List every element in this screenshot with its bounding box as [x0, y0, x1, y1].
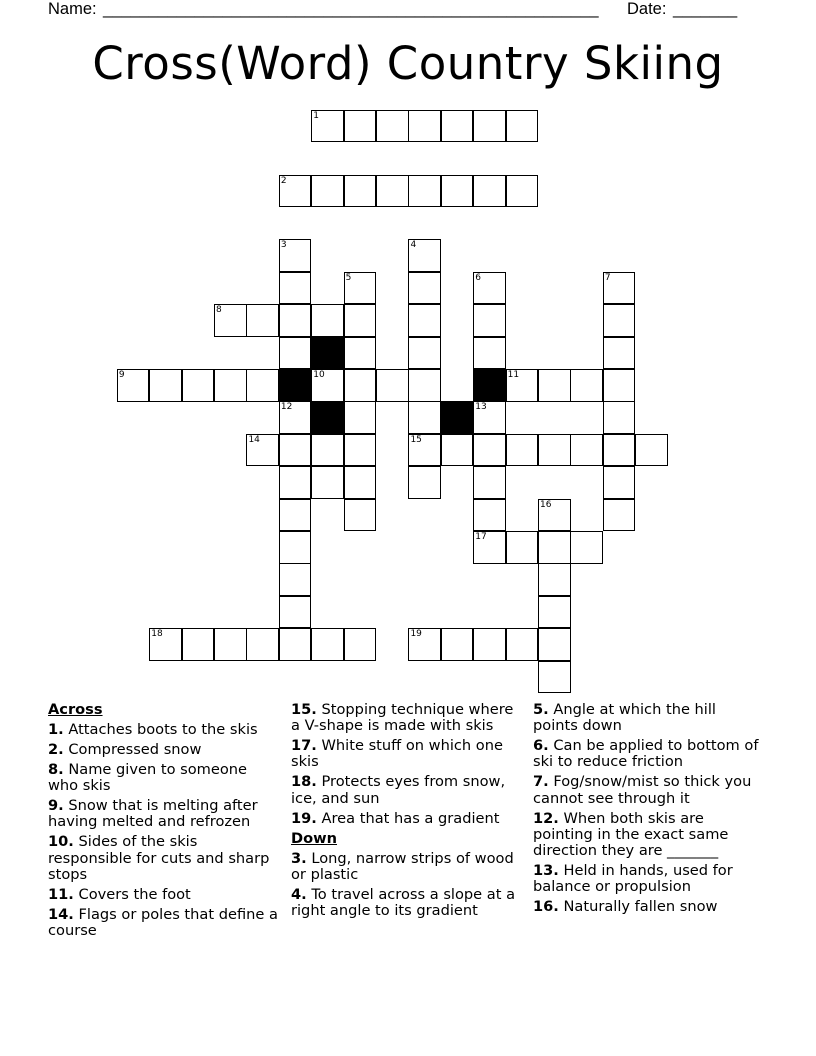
clue-text: Protects eyes from snow, ice, and sun: [291, 773, 506, 807]
grid-cell[interactable]: [279, 531, 312, 564]
grid-cell[interactable]: [473, 499, 506, 532]
date-label: Date:: [627, 0, 667, 18]
grid-cell[interactable]: [279, 434, 312, 467]
clue-column-2: [291, 702, 523, 923]
grid-cell[interactable]: [214, 628, 247, 661]
clue-number: 11.: [48, 885, 74, 903]
grid-cell[interactable]: [506, 369, 539, 402]
grid-cell[interactable]: [408, 175, 441, 208]
clue-number: 8.: [48, 761, 64, 778]
grid-cell[interactable]: [376, 175, 409, 208]
grid-cell[interactable]: [344, 401, 377, 434]
grid-cell[interactable]: [311, 369, 344, 402]
cell-number: 12: [280, 402, 293, 413]
across-heading: Across: [48, 701, 103, 718]
across-clue-2: [48, 742, 280, 758]
clue-text: Compressed snow: [68, 741, 202, 758]
grid-cell[interactable]: [603, 499, 636, 532]
grid-cell[interactable]: [344, 272, 377, 305]
clue-number: 2.: [48, 741, 64, 758]
grid-cell[interactable]: [344, 434, 377, 467]
name-label: Name:: [48, 0, 97, 18]
clue-number: 16.: [533, 898, 559, 916]
grid-cell[interactable]: [538, 563, 571, 596]
grid-cell[interactable]: [538, 434, 571, 467]
grid-cell[interactable]: [506, 434, 539, 467]
cell-number: 16: [540, 499, 552, 510]
cell-number: 19: [410, 629, 422, 640]
grid-cell[interactable]: [538, 531, 571, 564]
down-clue-16: [533, 899, 765, 915]
clue-number: 10.: [48, 833, 74, 851]
grid-cell[interactable]: [538, 661, 571, 694]
grid-block: [473, 369, 506, 402]
grid-cell[interactable]: [408, 628, 441, 661]
grid-cell[interactable]: [538, 628, 571, 661]
grid-cell[interactable]: [538, 369, 571, 402]
grid-cell[interactable]: [473, 434, 506, 467]
grid-cell[interactable]: [408, 239, 441, 272]
grid-cell[interactable]: [408, 401, 441, 434]
across-clue-19: [291, 811, 523, 827]
grid-cell[interactable]: [408, 337, 441, 370]
clue-number: 6.: [533, 737, 549, 755]
grid-cell[interactable]: [344, 175, 377, 208]
down-heading: Down: [291, 829, 338, 847]
grid-cell[interactable]: [117, 369, 150, 402]
grid-cell[interactable]: [182, 628, 215, 661]
grid-cell[interactable]: [473, 628, 506, 661]
down-clue-6: [533, 738, 765, 770]
down-clue-13: [533, 863, 765, 895]
grid-cell[interactable]: [473, 466, 506, 499]
cell-number: 8: [216, 305, 222, 316]
grid-cell[interactable]: [473, 272, 506, 305]
grid-cell[interactable]: [603, 304, 636, 337]
clue-number: 15.: [291, 701, 317, 718]
name-field[interactable]: ______________________________________________________: [103, 0, 599, 18]
grid-cell[interactable]: [603, 337, 636, 370]
grid-cell[interactable]: [311, 175, 344, 208]
grid-cell[interactable]: [570, 369, 603, 402]
grid-cell[interactable]: [473, 110, 506, 143]
across-clue-9: [48, 798, 280, 830]
grid-cell[interactable]: [344, 304, 377, 337]
grid-cell[interactable]: [246, 628, 279, 661]
clue-number: 5.: [533, 701, 549, 718]
across-clue-10: [48, 834, 280, 883]
grid-cell[interactable]: [344, 369, 377, 402]
grid-block: [311, 401, 344, 434]
grid-cell[interactable]: [279, 304, 312, 337]
cell-number: 5: [345, 272, 352, 283]
grid-cell[interactable]: [182, 369, 215, 402]
grid-cell[interactable]: [344, 337, 377, 370]
down-clue-7: [533, 774, 765, 806]
grid-block: [311, 337, 344, 370]
grid-cell[interactable]: [473, 531, 506, 564]
grid-cell[interactable]: [376, 369, 409, 402]
cell-number: 18: [151, 629, 163, 640]
grid-cell[interactable]: [506, 628, 539, 661]
grid-cell[interactable]: [441, 434, 474, 467]
grid-cell[interactable]: [408, 434, 441, 467]
grid-cell[interactable]: [376, 110, 409, 143]
cell-number: 17: [475, 532, 487, 543]
grid-cell[interactable]: [344, 628, 377, 661]
cell-number: 2: [280, 175, 287, 186]
grid-cell[interactable]: [473, 304, 506, 337]
clue-number: 1.: [48, 721, 64, 738]
cell-number: 4: [410, 240, 417, 251]
grid-cell[interactable]: [279, 466, 312, 499]
grid-cell[interactable]: [279, 596, 312, 629]
clue-text: Sides of the skis responsible for cuts and sharp stops: [48, 833, 270, 883]
grid-cell[interactable]: [311, 304, 344, 337]
grid-cell[interactable]: [441, 175, 474, 208]
across-clue-14: [48, 907, 280, 939]
grid-cell[interactable]: [603, 434, 636, 467]
across-clue-18: [291, 774, 523, 806]
grid-cell[interactable]: [344, 499, 377, 532]
clue-number: 13.: [533, 862, 559, 880]
grid-cell[interactable]: [603, 272, 636, 305]
grid-cell[interactable]: [538, 596, 571, 629]
clue-column-1: [48, 702, 280, 943]
grid-cell[interactable]: [408, 369, 441, 402]
grid-cell[interactable]: [408, 304, 441, 337]
down-clue-12: [533, 811, 765, 860]
clue-text: Area that has a gradient: [321, 809, 500, 827]
cell-number: 15: [410, 434, 422, 445]
grid-cell[interactable]: [279, 563, 312, 596]
clue-text: To travel across a slope at a right angle to its gradient: [291, 885, 516, 920]
grid-cell[interactable]: [473, 175, 506, 208]
grid-cell[interactable]: [279, 337, 312, 370]
grid-cell[interactable]: [311, 628, 344, 661]
worksheet-header: [0, 0, 816, 24]
clue-text: When both skis are pointing in the exact same direction they are _______: [533, 809, 729, 860]
clue-number: 3.: [291, 849, 307, 867]
grid-cell[interactable]: [506, 175, 539, 208]
clue-number: 4.: [291, 885, 307, 903]
grid-block: [441, 401, 474, 434]
clue-text: Angle at which the hill points down: [533, 701, 716, 735]
down-clue-5: [533, 702, 765, 734]
grid-cell[interactable]: [473, 401, 506, 434]
grid-cell[interactable]: [506, 531, 539, 564]
cell-number: 9: [118, 370, 125, 381]
down-clue-4: [291, 887, 523, 919]
grid-cell[interactable]: [441, 110, 474, 143]
cell-number: 13: [475, 402, 487, 413]
date-field[interactable]: _______: [673, 0, 738, 18]
across-clue-11: [48, 887, 280, 903]
across-clue-8: [48, 762, 280, 794]
clue-text: White stuff on which one skis: [291, 737, 503, 771]
grid-cell[interactable]: [246, 369, 279, 402]
grid-cell[interactable]: [246, 434, 279, 467]
cell-number: 7: [604, 272, 611, 283]
grid-cell[interactable]: [246, 304, 279, 337]
grid-cell[interactable]: [214, 369, 247, 402]
grid-cell[interactable]: [408, 466, 441, 499]
grid-cell[interactable]: [603, 401, 636, 434]
cell-number: 10: [313, 370, 325, 381]
clue-number: 17.: [291, 737, 317, 755]
clue-text: Attaches boots to the skis: [68, 721, 258, 738]
grid-cell[interactable]: [408, 110, 441, 143]
grid-cell[interactable]: [149, 628, 182, 661]
clue-text: Covers the foot: [78, 885, 191, 903]
cell-number: 11: [507, 370, 520, 381]
cell-number: 6: [475, 272, 481, 283]
clue-number: 19.: [291, 809, 317, 827]
clue-text: Stopping technique where a V-shape is made with skis: [291, 701, 514, 735]
grid-cell[interactable]: [279, 272, 312, 305]
grid-cell[interactable]: [149, 369, 182, 402]
grid-cell[interactable]: [441, 628, 474, 661]
grid-cell[interactable]: [279, 401, 312, 434]
cell-number: 3: [280, 240, 287, 251]
clue-number: 9.: [48, 797, 64, 815]
grid-cell[interactable]: [279, 175, 312, 208]
across-clue-17: [291, 738, 523, 770]
grid-cell[interactable]: [344, 466, 377, 499]
puzzle-title: Cross(Word) Country Skiing: [92, 37, 724, 90]
grid-cell[interactable]: [570, 434, 603, 467]
across-clue-1: [48, 722, 280, 738]
clue-number: 18.: [291, 773, 317, 791]
clue-text: Name given to someone who skis: [48, 761, 248, 795]
grid-cell[interactable]: [279, 628, 312, 661]
grid-cell[interactable]: [311, 466, 344, 499]
clue-text: Held in hands, used for balance or propulsion: [533, 862, 733, 896]
clue-text: Can be applied to bottom of ski to reduce friction: [533, 737, 759, 771]
grid-cell[interactable]: [603, 369, 636, 402]
grid-cell[interactable]: [344, 110, 377, 143]
grid-cell[interactable]: [473, 337, 506, 370]
grid-cell[interactable]: [506, 110, 539, 143]
clue-text: Long, narrow strips of wood or plastic: [291, 849, 514, 883]
clue-text: Snow that is melting after having melted and refrozen: [48, 797, 258, 831]
grid-cell[interactable]: [570, 531, 603, 564]
across-clue-15: [291, 702, 523, 734]
clue-number: 14.: [48, 905, 74, 923]
grid-cell[interactable]: [408, 272, 441, 305]
clue-column-3: [533, 702, 765, 919]
grid-cell[interactable]: [311, 434, 344, 467]
clue-text: Fog/snow/mist so thick you cannot see through it: [533, 773, 752, 807]
grid-cell[interactable]: [538, 499, 571, 532]
grid-cell[interactable]: [311, 110, 344, 143]
clue-number: 7.: [533, 773, 549, 791]
cell-number: 1: [313, 110, 319, 121]
grid-cell[interactable]: [279, 499, 312, 532]
clue-text: Flags or poles that define a course: [48, 905, 278, 940]
grid-cell[interactable]: [635, 434, 668, 467]
grid-cell[interactable]: [279, 239, 312, 272]
grid-cell[interactable]: [603, 466, 636, 499]
clue-text: Naturally fallen snow: [563, 898, 718, 916]
grid-block: [279, 369, 312, 402]
down-clue-3: [291, 851, 523, 883]
cell-number: 14: [248, 434, 260, 445]
clue-number: 12.: [533, 809, 559, 827]
grid-cell[interactable]: [214, 304, 247, 337]
